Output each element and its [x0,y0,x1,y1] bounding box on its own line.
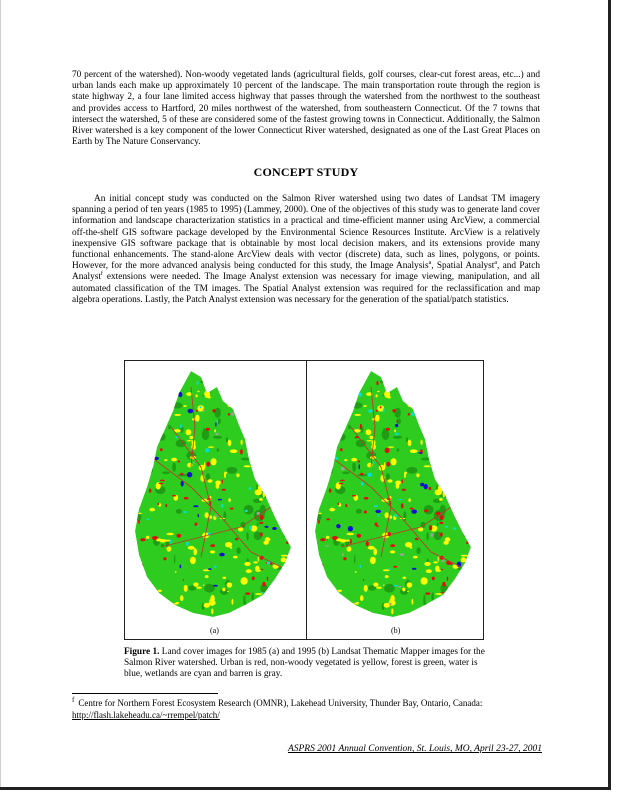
paragraph-concept-study: An initial concept study was conducted on the Salmon River watershed using two dates of Landsat TM imagery spanning a period of ten years (1985 to 1995) (Lammey, 2000). One of the objectives of this study was to generate land cover information and landscape characterization statistics in a practical and time-efficient manner using ArcView, a commercial off-the-shelf GIS software package developed by the Environmental Science Resources Institute. ArcView is a relatively inexpensive GIS software package that is obtainable by most local decision makers, and its extensions provide many functional enhancements. The stand-alone ArcView deals with vector (discrete) data, such as lines, polygons, or points. However, for the more advanced analysis being conducted for this study, the Image Analysis$^a$, Spatial Analyst$^a$, and Patch Analyst$^f$ extensions were needed. The Image Analyst extension was necessary for image viewing, manipulation, and all automated classification of the TM images. The Spatial Analyst extension was required for the reclassification and map algebra operations. Lastly, the Patch Analyst extension was necessary for the generation of the spatial/patch statistics. [72,194,541,305]
land-cover-map-1985 [131,367,303,619]
footnote [72,697,542,721]
figure-label-a: (a) [210,626,219,635]
figure-frame [124,360,484,640]
caption-label: Figure 1. [124,647,160,657]
caption-text: Land cover images for 1985 (a) and 1995 (b) Landsat Thematic Mapper images for the Salmon River watershed. Urban is red, non-woody vegetated is yellow, forest is green, water is blue, wetlands are cyan and barren is gray. [124,647,485,680]
superscript-a: a [428,260,432,267]
land-cover-map-1995 [311,367,483,619]
footnote-mark: f [72,696,75,704]
paragraph-intro: 70 percent of the watershed). Non-woody vegetated lands (agricultural fields, golf courses, clear-cut forest areas, etc...) and urban lands each make up approximately 10 percent of the landscape. The main transportation route through the region is state highway 2, a four lane limited access highway that passes through the watershed from the northwest to the southeast and provides access to Hartford, 20 miles northwest of the watershed, from southeastern Connecticut. Of the 7 towns that intersect the watershed, 5 of these are considered some of the fastest growing towns in Connecticut. Additionally, the Salmon River watershed is a key component of the lower Connecticut River watershed, designated as one of the Last Great Places on Earth by The Nature Conservancy. [72,70,540,148]
figure-caption [124,647,490,681]
superscript-f: f [100,271,103,278]
superscript-a: a [494,260,498,267]
figure-label-b: (b) [391,626,401,635]
section-heading: CONCEPT STUDY [253,165,359,179]
footnote-rule [72,693,218,694]
footnote-text: Centre for Northern Forest Ecosystem Research (OMNR), Lakehead University, Thunder Bay, Ontario, Canada: [78,698,483,708]
page-footer: ASPRS 2001 Annual Convention, St. Louis, MO, April 23-27, 2001 [287,744,542,754]
figure-divider [306,361,307,639]
footnote-link[interactable]: http://flash.lakeheadu.ca/~rrempel/patch/ [72,710,220,720]
